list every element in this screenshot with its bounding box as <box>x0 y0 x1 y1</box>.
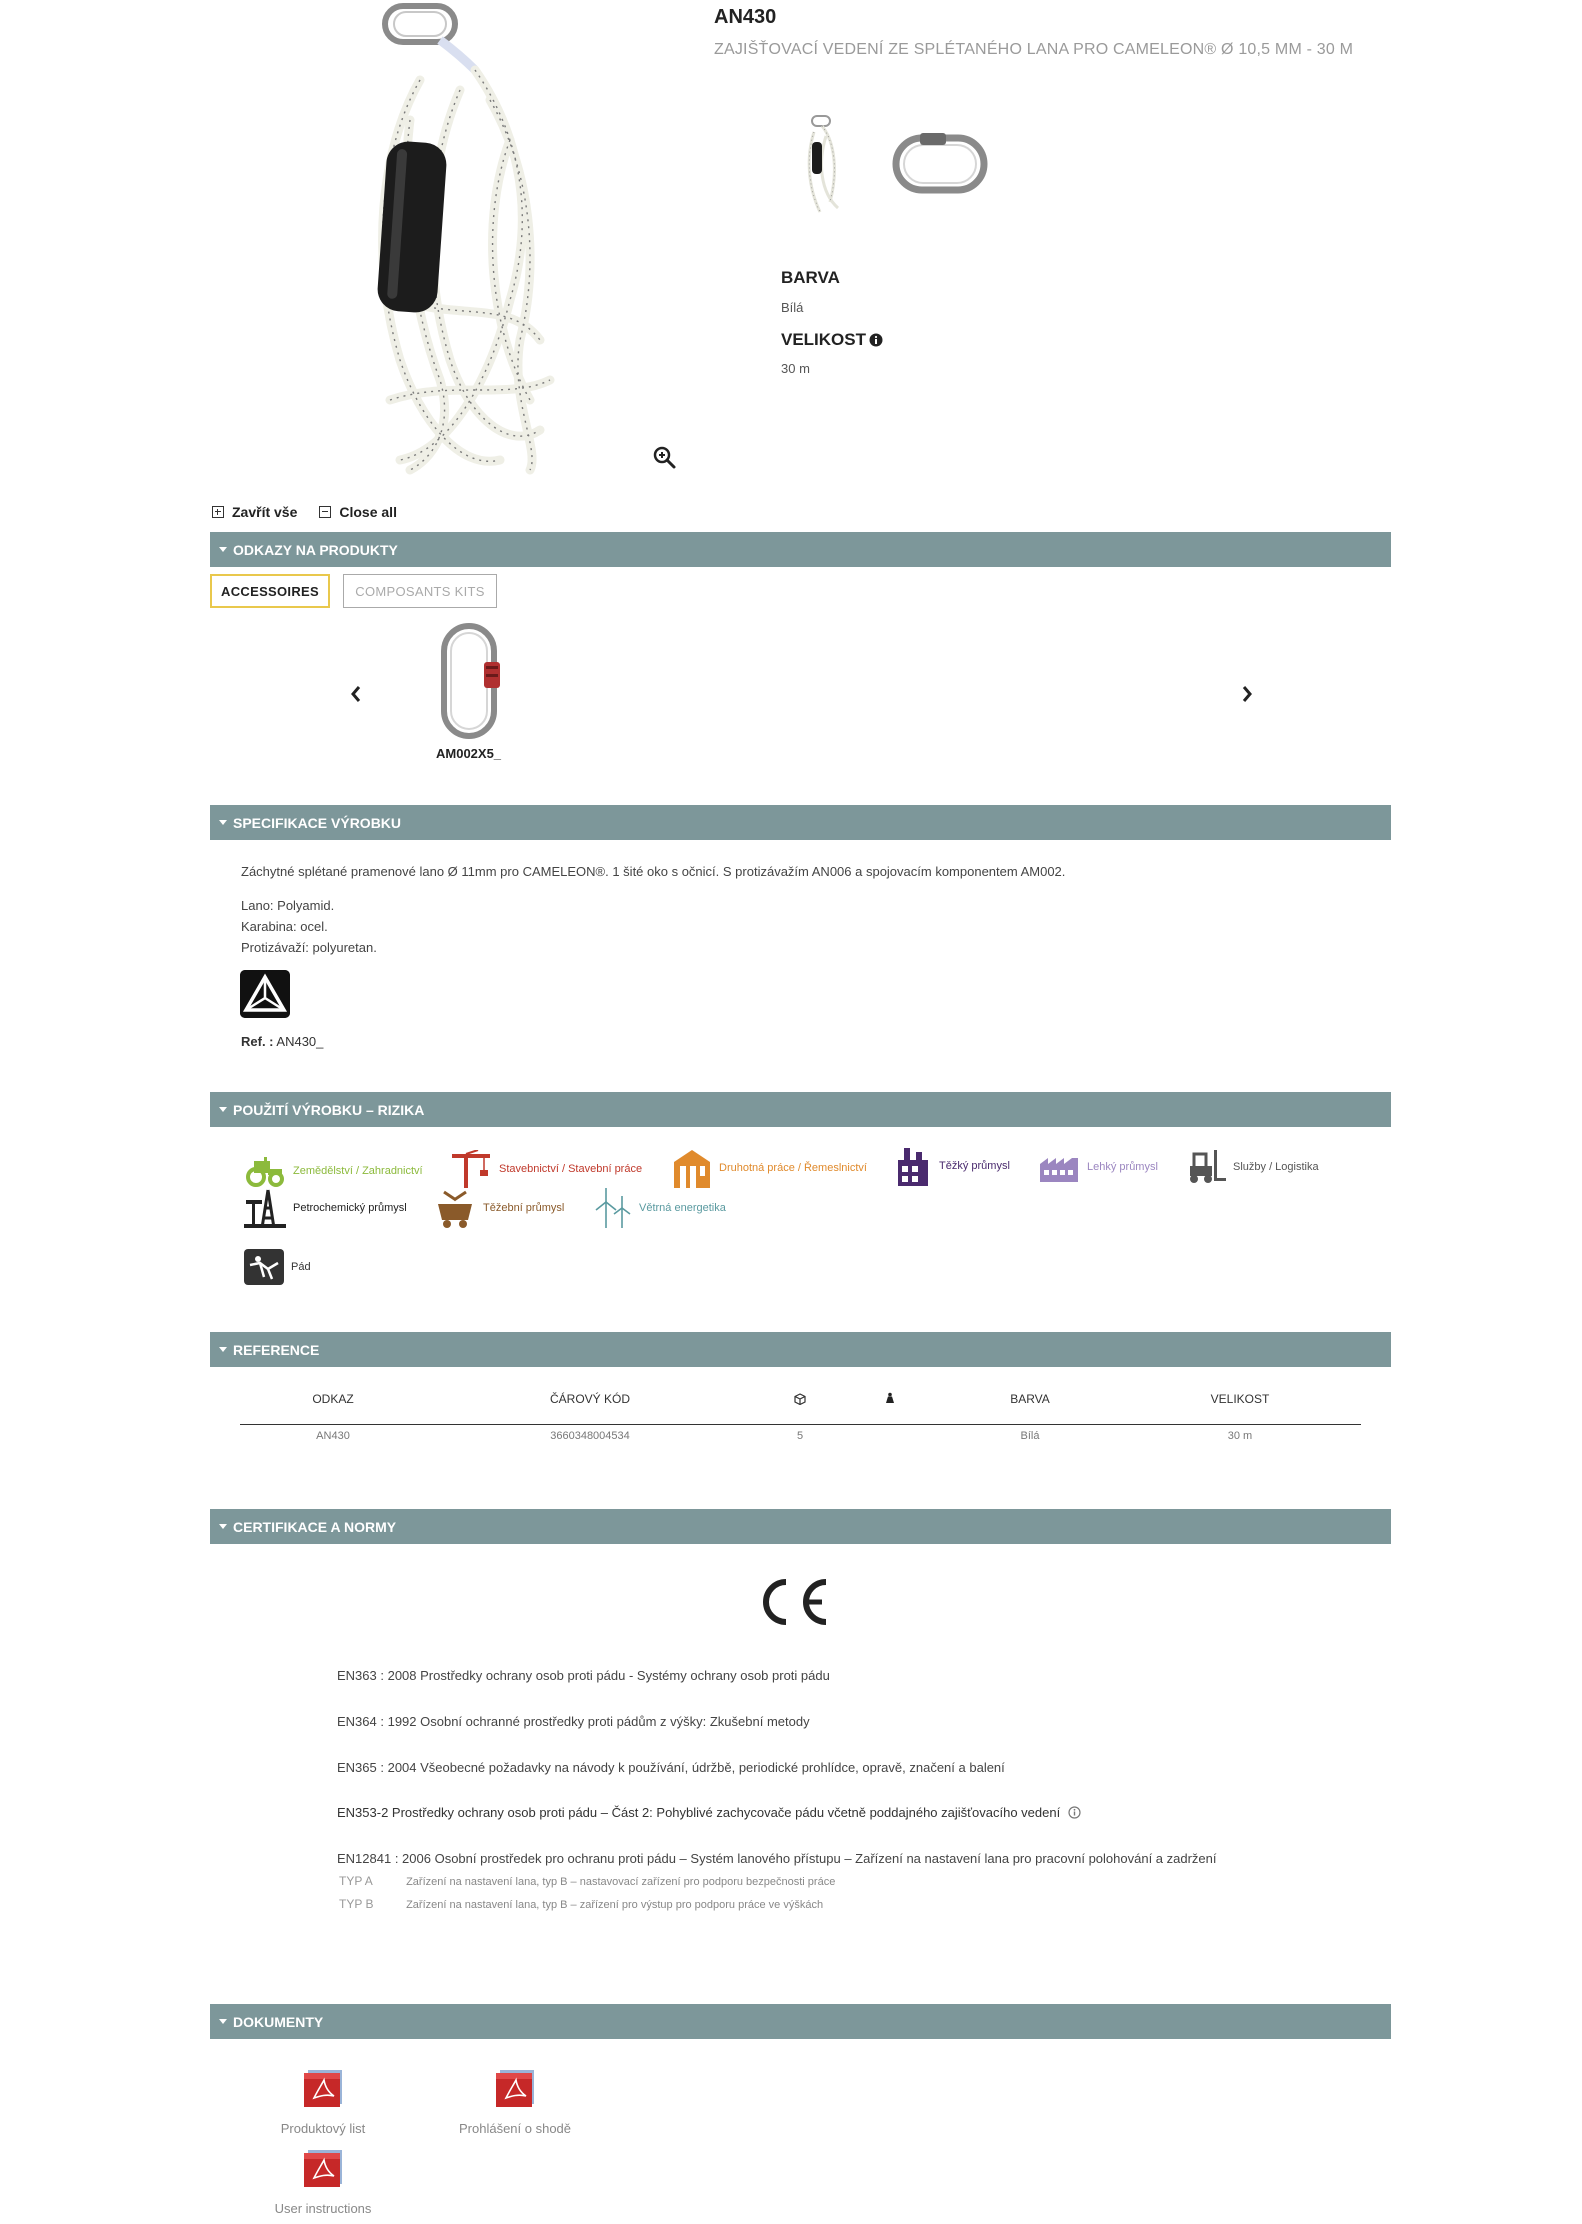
section-header-certs[interactable] <box>210 1509 1391 1544</box>
pdf-icon <box>300 2068 346 2108</box>
document-product-sheet[interactable] <box>248 2068 398 2136</box>
tab-accessoires[interactable]: ACCESSOIRES <box>210 574 330 608</box>
ref-label: Ref. : <box>241 1034 274 1049</box>
section-toggles <box>212 504 411 520</box>
carousel-item-label[interactable]: AM002X5_ <box>436 746 502 761</box>
tab-composants-kits[interactable]: COMPOSANTS KITS <box>343 574 497 608</box>
crane-icon <box>450 1150 492 1188</box>
spec-description: Záchytné splétané pramenové lano Ø 11mm pro CAMELEON®. 1 šité oko s očnicí. S protizávažím AN006 a spojovacím komponentem AM002. <box>241 864 1066 879</box>
section-header-reference[interactable] <box>210 1332 1391 1367</box>
factory-heavy-icon <box>894 1146 932 1186</box>
thumbnail-carabiner[interactable] <box>890 130 990 198</box>
norm-en353-2: EN353-2 Prostředky ochrany osob proti pádu – Část 2: Pohyblivé zachycovače pádu včetně poddajného zajišťovacího vedení <box>337 1805 1061 1820</box>
section-title: ODKAZY NA PRODUKTY <box>233 541 398 558</box>
thumbnail-rope[interactable] <box>800 112 850 218</box>
risk-heavy-industry <box>894 1146 1010 1186</box>
product-title: AN430 <box>714 6 777 28</box>
factory-light-icon <box>1038 1152 1080 1182</box>
risk-wind-energy <box>594 1188 726 1228</box>
section-title: DOKUMENTY <box>233 2013 324 2030</box>
norm-en353-2-row <box>337 1805 1081 1820</box>
norm-type-text: Zařízení na nastavení lana, typ B – zařízení pro výstup pro podporu práce ve výškách <box>406 1899 824 1911</box>
certification-logo <box>240 970 290 1018</box>
risk-fall <box>244 1249 311 1285</box>
document-label: Produktový list <box>280 2121 366 2136</box>
chevron-left-icon <box>350 685 362 703</box>
cell-color: Bílá <box>1020 1430 1040 1442</box>
norm-type-label: TYP B <box>339 1897 374 1911</box>
col-header-barcode: ČÁROVÝ KÓD <box>549 1392 630 1406</box>
box-icon <box>794 1393 806 1405</box>
section-header-specs[interactable] <box>210 805 1391 840</box>
expand-all-toggle[interactable] <box>212 504 297 520</box>
expand-icon <box>212 506 224 518</box>
norm-en12841: EN12841 : 2006 Osobní prostředek pro ochranu proti pádu – Systém lanového přístupu – Zařízení na nastavení lana pro pracovní polohování a zadržení <box>337 1851 1217 1866</box>
norm-type-a <box>339 1874 835 1888</box>
caret-down-icon <box>219 547 227 552</box>
table-divider <box>240 1424 1361 1425</box>
risk-construction <box>450 1150 642 1188</box>
risk-label: Druhotná práce / Řemeslnictví <box>719 1162 867 1174</box>
risk-label: Petrochemický průmysl <box>293 1202 407 1214</box>
norm-type-b <box>339 1897 823 1911</box>
risk-label: Lehký průmysl <box>1087 1161 1158 1173</box>
document-label: User instructions <box>274 2201 372 2216</box>
mine-cart-icon <box>434 1188 476 1228</box>
norm-type-label: TYP A <box>339 1874 373 1888</box>
caret-down-icon <box>219 1524 227 1529</box>
caret-down-icon <box>219 1107 227 1112</box>
col-header-ref: ODKAZ <box>312 1392 354 1406</box>
risk-petrochemical <box>244 1188 407 1228</box>
section-header-docs[interactable] <box>210 2004 1391 2039</box>
ce-mark-icon <box>752 1574 832 1630</box>
document-label: Prohlášení o shodě <box>458 2121 572 2136</box>
risk-label: Těžký průmysl <box>939 1160 1010 1172</box>
risk-light-industry <box>1038 1152 1158 1182</box>
size-value: 30 m <box>781 361 810 376</box>
section-title: SPECIFIKACE VÝROBKU <box>233 814 402 831</box>
pdf-icon <box>492 2068 538 2108</box>
risk-label: Služby / Logistika <box>1233 1161 1319 1173</box>
spec-material-carabiner: Karabina: ocel. <box>241 919 328 934</box>
cell-barcode: 3660348004534 <box>550 1430 630 1442</box>
cell-ref: AN430 <box>316 1430 350 1442</box>
section-header-usage[interactable] <box>210 1092 1391 1127</box>
weight-icon <box>885 1392 895 1404</box>
close-all-label: Close all <box>339 504 397 520</box>
info-icon[interactable] <box>1068 1806 1081 1819</box>
spec-material-counterweight: Protizávaží: polyuretan. <box>241 940 377 955</box>
zoom-icon[interactable] <box>652 445 678 471</box>
risk-label: Větrná energetika <box>639 1202 726 1214</box>
info-icon[interactable] <box>869 333 883 347</box>
caret-down-icon <box>219 1347 227 1352</box>
tractor-icon <box>244 1155 286 1187</box>
collapse-icon <box>319 506 331 518</box>
carousel-prev-button[interactable] <box>346 682 366 706</box>
norm-en365: EN365 : 2004 Všeobecné požadavky na návody k používání, údržbě, periodické prohlídce, opravě, značení a balení <box>337 1760 1005 1775</box>
wind-turbine-icon <box>594 1188 632 1228</box>
ref-value: AN430_ <box>276 1034 324 1049</box>
risk-agriculture <box>244 1155 423 1187</box>
col-header-size: VELIKOST <box>1210 1392 1270 1406</box>
section-header-links[interactable] <box>210 532 1391 567</box>
risk-secondary-work <box>670 1148 867 1188</box>
col-header-quantity <box>790 1393 810 1408</box>
forklift-icon <box>1184 1150 1226 1184</box>
caret-down-icon <box>219 820 227 825</box>
spec-reference <box>241 1034 323 1049</box>
norm-type-text: Zařízení na nastavení lana, typ B – nastavovací zařízení pro podporu bezpečnosti práce <box>406 1876 836 1888</box>
pdf-icon <box>300 2148 346 2188</box>
fall-icon <box>244 1249 284 1285</box>
color-value: Bílá <box>781 300 804 315</box>
size-label: VELIKOST <box>781 330 867 349</box>
document-declaration[interactable] <box>440 2068 590 2136</box>
cell-size: 30 m <box>1227 1430 1253 1442</box>
oil-rig-icon <box>244 1188 286 1228</box>
color-label: BARVA <box>781 268 840 287</box>
risk-label: Stavebnictví / Stavební práce <box>499 1163 643 1175</box>
caret-down-icon <box>219 2019 227 2024</box>
col-header-weight <box>880 1392 900 1407</box>
building-icon <box>670 1148 712 1188</box>
cell-quantity: 5 <box>796 1430 804 1442</box>
risk-label: Pád <box>291 1261 311 1273</box>
risk-mining <box>434 1188 564 1228</box>
document-user-instructions[interactable] <box>248 2148 398 2216</box>
col-header-color: BARVA <box>1010 1392 1050 1406</box>
product-subtitle: ZAJIŠŤOVACÍ VEDENÍ ZE SPLÉTANÉHO LANA PRO CAMELEON® Ø 10,5 MM - 30 M <box>714 41 1354 58</box>
section-title: REFERENCE <box>233 1341 320 1358</box>
carousel-next-button[interactable] <box>1237 682 1257 706</box>
expand-all-label: Zavřít vše <box>232 504 298 520</box>
norm-en364: EN364 : 1992 Osobní ochranné prostředky proti pádům z výšky: Zkušební metody <box>337 1714 810 1729</box>
risk-services-logistics <box>1184 1150 1319 1184</box>
section-title: POUŽITÍ VÝROBKU – RIZIKA <box>233 1101 425 1118</box>
product-main-image[interactable] <box>340 0 640 480</box>
risk-label: Těžební průmysl <box>483 1202 565 1214</box>
spec-material-rope: Lano: Polyamid. <box>241 898 335 913</box>
chevron-right-icon <box>1241 685 1253 703</box>
risk-label: Zemědělství / Zahradnictví <box>293 1165 423 1177</box>
section-title: CERTIFIKACE A NORMY <box>233 1518 397 1535</box>
norm-en363: EN363 : 2008 Prostředky ochrany osob proti pádu - Systémy ochrany osob proti pádu <box>337 1668 830 1683</box>
carousel-product-carabiner[interactable] <box>430 622 520 740</box>
close-all-toggle[interactable] <box>319 504 397 520</box>
